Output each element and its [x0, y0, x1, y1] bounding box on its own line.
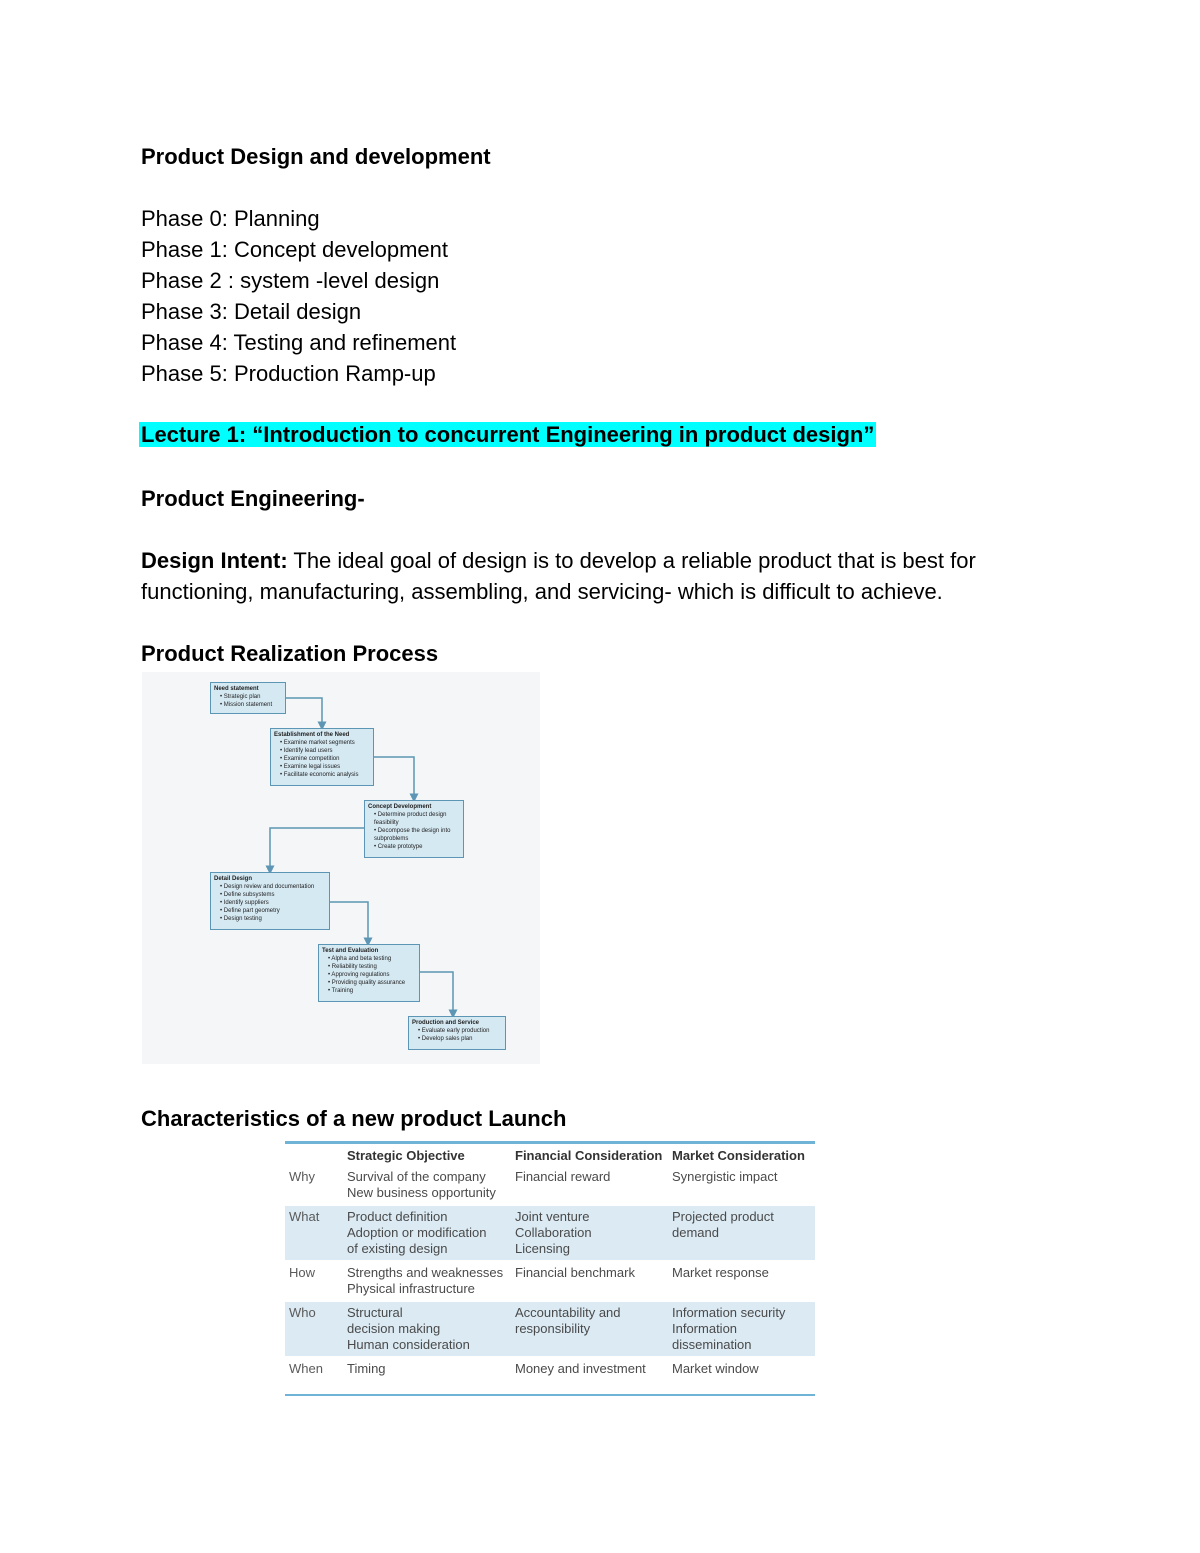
phase-item: Phase 4: Testing and refinement [141, 330, 457, 355]
row-label: Who [285, 1301, 343, 1357]
table-cell: Information security Information dissemination [668, 1301, 815, 1357]
flow-box-item: • Design testing [220, 916, 262, 922]
flow-box-item: • Facilitate economic analysis [280, 772, 359, 778]
flow-box-item: • Examine market segments [280, 740, 355, 746]
table-cell: Survival of the company New business opportunity [347, 1169, 496, 1200]
table-cell: Timing [347, 1361, 386, 1376]
flow-box-item: • Determine product design feasibility [374, 812, 447, 826]
phase-item: Phase 3: Detail design [141, 299, 362, 324]
flow-box-item: • Decompose the design into subproblems [374, 828, 451, 842]
table-cell: Strengths and weaknesses Physical infrastructure [347, 1265, 504, 1296]
flow-box-item: • Training [328, 988, 354, 994]
page-title: Product Design and development [141, 144, 491, 169]
flow-box-item: • Evaluate early production [418, 1028, 490, 1034]
row-label: Why [289, 1169, 315, 1184]
flow-box-item: • Develop sales plan [418, 1036, 473, 1042]
table-bottom-rule [285, 1394, 815, 1396]
flow-box-item: • Examine legal issues [280, 764, 341, 770]
flow-box-test-evaluation [318, 944, 420, 1002]
row-label: How [289, 1265, 316, 1280]
flow-box-title: Test and Evaluation [322, 948, 379, 954]
launch-table [285, 1141, 815, 1382]
flow-box-title: Need statement [214, 686, 259, 692]
table-row [285, 1166, 815, 1205]
table-header-row [285, 1143, 815, 1167]
launch-heading: Characteristics of a new product Launch [141, 1106, 567, 1131]
flow-box-item: • Identify lead users [280, 748, 333, 754]
flow-arrow [330, 902, 368, 942]
flow-box-title: Detail Design [214, 876, 253, 882]
phase-item: Phase 2 : system -level design [141, 268, 440, 293]
flow-box-item: • Strategic plan [220, 694, 261, 700]
table-header-cell: Financial Consideration [511, 1143, 668, 1167]
table-header-cell: Strategic Objective [343, 1143, 511, 1167]
table-cell: Market window [672, 1361, 759, 1376]
phase-item: Phase 1: Concept development [141, 237, 448, 262]
phase-list [141, 203, 456, 389]
flow-box-establishment [270, 728, 374, 786]
table-row [285, 1205, 815, 1261]
table-cell: Accountability and responsibility [511, 1301, 668, 1357]
flow-box-title: Production and Service [412, 1020, 480, 1026]
flow-box-item: • Providing quality assurance [328, 980, 406, 986]
flow-box-item: • Reliability testing [328, 964, 377, 970]
table-cell: Projected product demand [668, 1205, 815, 1261]
phase-item: Phase 0: Planning [141, 206, 320, 231]
flow-box-item: • Approving regulations [328, 972, 390, 978]
flow-arrow [374, 757, 414, 798]
flow-arrow [270, 828, 364, 870]
design-intent-text: The ideal goal of design is to develop a reliable product that is best for functioning, manufacturing, assembling, and servicing- which is difficult to achieve. [141, 548, 976, 604]
flow-box-need-statement [210, 682, 286, 714]
flow-box-item: • Examine competition [280, 756, 340, 762]
table-header-cell: Market Consideration [668, 1143, 815, 1167]
table-row [285, 1357, 815, 1381]
flow-box-item: • Define part geometry [220, 908, 280, 914]
lecture-heading: Lecture 1: “Introduction to concurrent Engineering in product design” [141, 422, 875, 447]
flow-arrow [286, 698, 322, 726]
table-cell: Joint venture Collaboration Licensing [511, 1205, 668, 1261]
realization-heading: Product Realization Process [141, 641, 439, 666]
flow-box-item: • Design review and documentation [220, 884, 315, 890]
flow-box-title: Concept Development [368, 804, 432, 810]
table-cell: Market response [672, 1265, 769, 1280]
design-intent-label: Design Intent: [141, 548, 288, 573]
table-cell: Financial reward [515, 1169, 611, 1184]
table-row [285, 1301, 815, 1357]
table-row [285, 1261, 815, 1301]
lecture-heading-container [139, 422, 876, 448]
table-cell: Money and investment [515, 1361, 646, 1376]
table-cell: Structural decision making Human consideration [343, 1301, 511, 1357]
table-cell: Financial benchmark [515, 1265, 635, 1280]
flow-box-item: • Create prototype [374, 844, 423, 850]
flow-arrow [420, 972, 453, 1014]
row-label: What [285, 1205, 343, 1261]
table-header-cell [285, 1143, 343, 1167]
flow-box-detail-design [210, 872, 330, 930]
phase-item: Phase 5: Production Ramp-up [141, 361, 436, 386]
table-cell: Synergistic impact [672, 1169, 778, 1184]
flow-box-item: • Mission statement [220, 702, 273, 708]
flow-box-concept-development [364, 800, 464, 858]
flow-box-item: • Define subsystems [220, 892, 275, 898]
design-intent-paragraph [141, 545, 1061, 607]
product-engineering-heading: Product Engineering- [141, 486, 365, 511]
realization-flowchart [142, 672, 540, 1064]
flow-box-production-service [408, 1016, 506, 1050]
table-cell: Product definition Adoption or modification of existing design [343, 1205, 511, 1261]
row-label: When [289, 1361, 323, 1376]
flow-box-item: • Alpha and beta testing [328, 956, 392, 962]
flow-box-title: Establishment of the Need [274, 732, 350, 738]
launch-table-container [285, 1141, 815, 1396]
flow-box-item: • Identify suppliers [220, 900, 269, 906]
